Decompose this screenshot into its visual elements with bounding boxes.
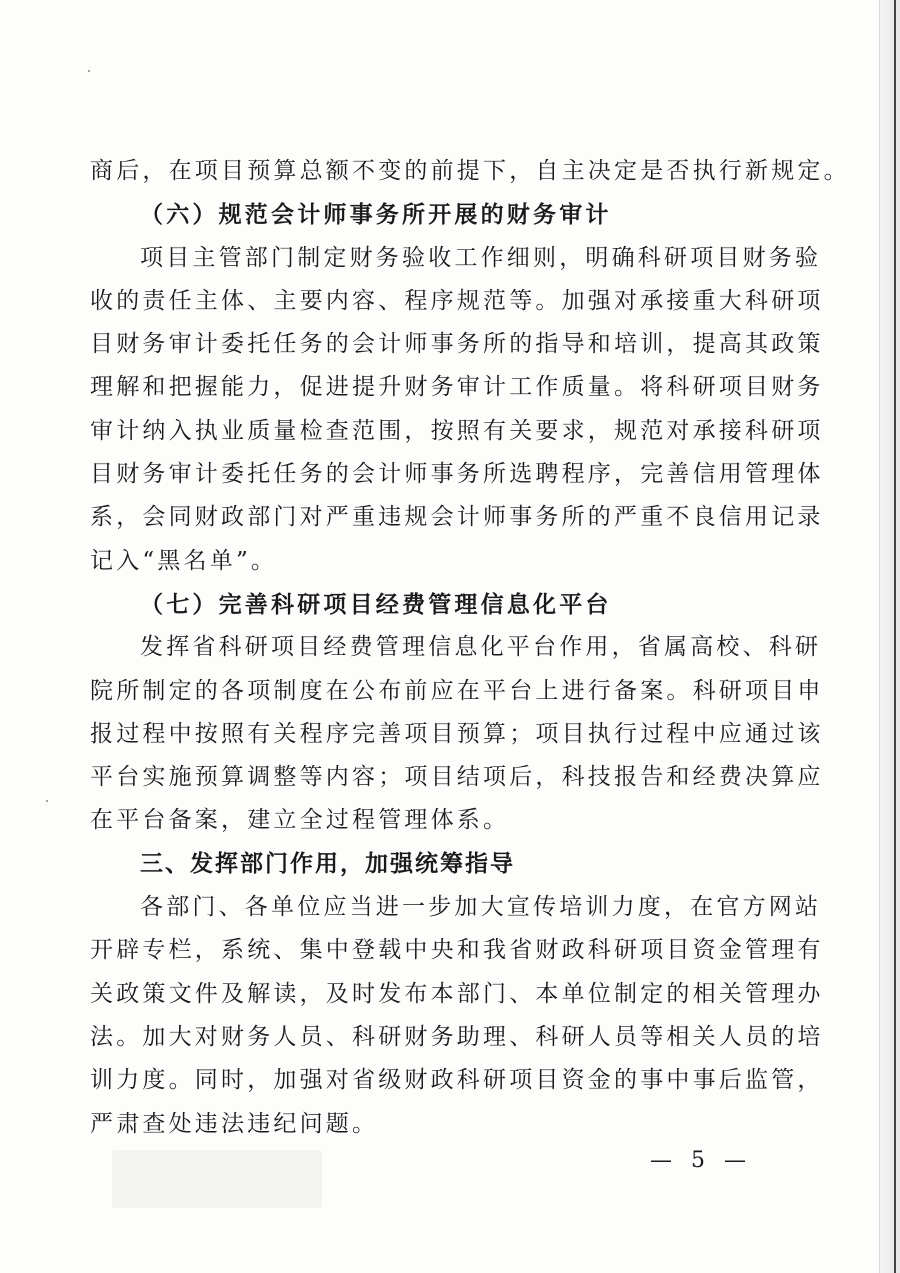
body-line: 系，会同财政部门对严重违规会计师事务所的严重不良信用记录 [90,504,824,531]
paragraph-first-line: 项目主管部门制定财务验收工作细则，明确科研项目财务验 [140,244,822,271]
body-line: 目财务审计委托任务的会计师事务所的指导和培训，提高其政策 [90,331,824,358]
body-line: 审计纳入执业质量检查范围，按照有关要求，规范对承接科研项 [90,417,824,444]
paragraph-first-line: 发挥省科研项目经费管理信息化平台作用，省属高校、科研 [140,634,822,661]
body-line: 报过程中按照有关程序完善项目预算；项目执行过程中应通过该 [90,720,824,747]
scan-edge [879,0,900,1273]
body-line: 理解和把握能力，促进提升财务审计工作质量。将科研项目财务 [90,374,824,401]
paragraph-first-line: 各部门、各单位应当进一步加大宣传培训力度，在官方网站 [140,894,822,921]
section-subheading: （七）完善科研项目经费管理信息化平台 [140,590,612,618]
body-line: 严肃查处违法违纪问题。 [90,1110,379,1137]
body-line: 开辟专栏，系统、集中登载中央和我省财政科研项目资金管理有 [90,937,824,964]
body-line: 法。加大对财务人员、科研财务助理、科研人员等相关人员的培 [90,1023,824,1050]
body-line: 训力度。同时，加强对省级财政科研项目资金的事中事后监管， [90,1067,824,1094]
body-line: 商后，在项目预算总额不变的前提下，自主决定是否执行新规定。 [90,158,850,184]
body-line: 收的责任主体、主要内容、程序规范等。加强对承接重大科研项 [90,287,824,314]
scan-smudge [112,1150,322,1208]
body-line: 平台实施预算调整等内容；项目结项后，科技报告和经费决算应 [90,764,824,791]
body-line: 关政策文件及解读，及时发布本部门、本单位制定的相关管理办 [90,980,824,1007]
document-body [90,150,850,1146]
page-number: — 5 — [650,1148,752,1173]
scan-edge-line [894,0,896,1273]
body-line: 在平台备案，建立全过程管理体系。 [90,807,510,834]
section-heading: 三、发挥部门作用，加强统筹指导 [140,850,515,877]
body-line: 院所制定的各项制度在公布前应在平台上进行备案。科研项目申 [90,677,824,704]
section-subheading: （六）规范会计师事务所开展的财务审计 [140,201,612,229]
body-line: 目财务审计委托任务的会计师事务所选聘程序，完善信用管理体 [90,461,824,488]
scan-speck [46,800,48,802]
scan-speck [88,70,90,72]
body-line: 记入“黑名单”。 [90,547,278,574]
